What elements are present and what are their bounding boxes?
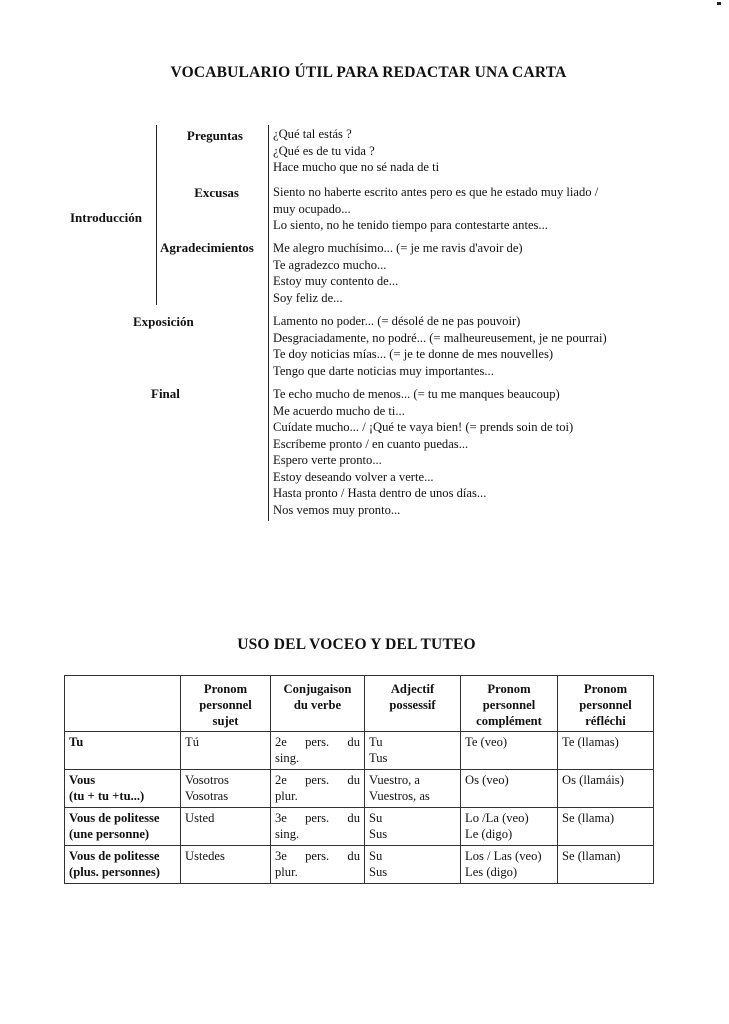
content-divider-line [268, 125, 269, 521]
excusas-lines [273, 184, 598, 234]
table-row [65, 846, 654, 884]
refl-cell: Te (llamas) [558, 732, 654, 770]
poss-cell: Su Sus [365, 846, 461, 884]
conj-cell: 3e pers. du sing. [271, 808, 365, 846]
phrase-line: Estoy deseando volver a verte... [273, 469, 434, 484]
exposicion-label: Exposición [133, 314, 194, 329]
agradecimientos-label: Agradecimientos [160, 240, 254, 255]
header-complement: Pronom personnel complément [461, 676, 558, 732]
phrase-line: Te echo mucho de menos... (= tu me manques beaucoup) [273, 387, 560, 401]
phrase-line: Siento no haberte escrito antes pero es que he estado muy liado / [273, 185, 599, 199]
row-label: Vous de politesse (plus. personnes) [65, 846, 181, 884]
compl-cell: Los / Las (veo) Les (digo) [461, 846, 558, 884]
introduccion-label: Introducción [70, 210, 142, 225]
sujet-cell: Tú [181, 732, 271, 770]
excusas-label: Excusas [194, 185, 239, 200]
poss-cell: Vuestro, a Vuestros, as [365, 770, 461, 808]
phrase-line: Desgraciadamente, no podré... (= malheureusement, je ne pourrai) [273, 330, 607, 345]
phrase-line: Tengo que darte noticias muy importantes... [273, 363, 494, 378]
row-label: Vous (tu + tu +tu...) [65, 770, 181, 808]
phrase-line: Soy feliz de... [273, 290, 343, 305]
table-header-row [65, 676, 654, 732]
poss-cell: Tu Tus [365, 732, 461, 770]
table-row [65, 732, 654, 770]
final-label: Final [151, 386, 180, 401]
conj-cell: 3e pers. du plur. [271, 846, 365, 884]
preguntas-lines [273, 126, 439, 176]
phrase-line: Espero verte pronto... [273, 453, 382, 467]
phrase-line: Hasta pronto / Hasta dentro de unos días... [273, 486, 487, 500]
table-row [65, 808, 654, 846]
header-sujet: Pronom personnel sujet [181, 676, 271, 732]
refl-cell: Se (llama) [558, 808, 654, 846]
exposicion-lines [273, 313, 607, 379]
poss-cell: Su Sus [365, 808, 461, 846]
sujet-cell: Vosotros Vosotras [181, 770, 271, 808]
header-possessif: Adjectif possessif [365, 676, 461, 732]
agradecimientos-lines [273, 240, 523, 306]
phrase-line: ¿Qué tal estás ? [273, 127, 352, 141]
vocab-title: VOCABULARIO ÚTIL PARA REDACTAR UNA CARTA [170, 64, 567, 81]
scan-mark [717, 2, 721, 5]
sujet-cell: Usted [181, 808, 271, 846]
compl-cell: Lo /La (veo) Le (digo) [461, 808, 558, 846]
phrase-line: Lo siento, no he tenido tiempo para contestarte antes... [273, 218, 548, 232]
phrase-line: Estoy muy contento de... [273, 274, 399, 288]
row-label: Tu [65, 732, 181, 770]
phrase-line: muy ocupado... [273, 201, 351, 216]
table-row [65, 770, 654, 808]
intro-bracket-line [156, 125, 157, 305]
refl-cell: Se (llaman) [558, 846, 654, 884]
voceo-tuteo-table [64, 675, 654, 884]
conj-cell: 2e pers. du sing. [271, 732, 365, 770]
final-lines [273, 386, 573, 518]
compl-cell: Os (veo) [461, 770, 558, 808]
phrase-line: Lamento no poder... (= désolé de ne pas pouvoir) [273, 314, 521, 328]
phrase-line: Nos vemos muy pronto... [273, 502, 401, 517]
conj-cell: 2e pers. du plur. [271, 770, 365, 808]
uso-title: USO DEL VOCEO Y DEL TUTEO [237, 636, 476, 653]
phrase-line: Me alegro muchísimo... (= je me ravis d'avoir de) [273, 241, 523, 255]
phrase-line: Me acuerdo mucho de ti... [273, 403, 405, 418]
header-empty [65, 676, 181, 732]
header-conjugaison: Conjugaison du verbe [271, 676, 365, 732]
preguntas-label: Preguntas [186, 128, 243, 143]
phrase-line: Te doy noticias mías... (= je te donne de mes nouvelles) [273, 347, 554, 361]
row-label: Vous de politesse (une personne) [65, 808, 181, 846]
phrase-line: Hace mucho que no sé nada de ti [273, 160, 440, 174]
sujet-cell: Ustedes [181, 846, 271, 884]
header-reflechi: Pronom personnel réfléchi [558, 676, 654, 732]
phrase-line: ¿Qué es de tu vida ? [273, 143, 375, 158]
compl-cell: Te (veo) [461, 732, 558, 770]
phrase-line: Te agradezco mucho... [273, 257, 387, 272]
refl-cell: Os (llamáis) [558, 770, 654, 808]
phrase-line: Escríbeme pronto / en cuanto puedas... [273, 436, 469, 451]
phrase-line: Cuídate mucho... / ¡Qué te vaya bien! (= prends soin de toi) [273, 420, 574, 434]
